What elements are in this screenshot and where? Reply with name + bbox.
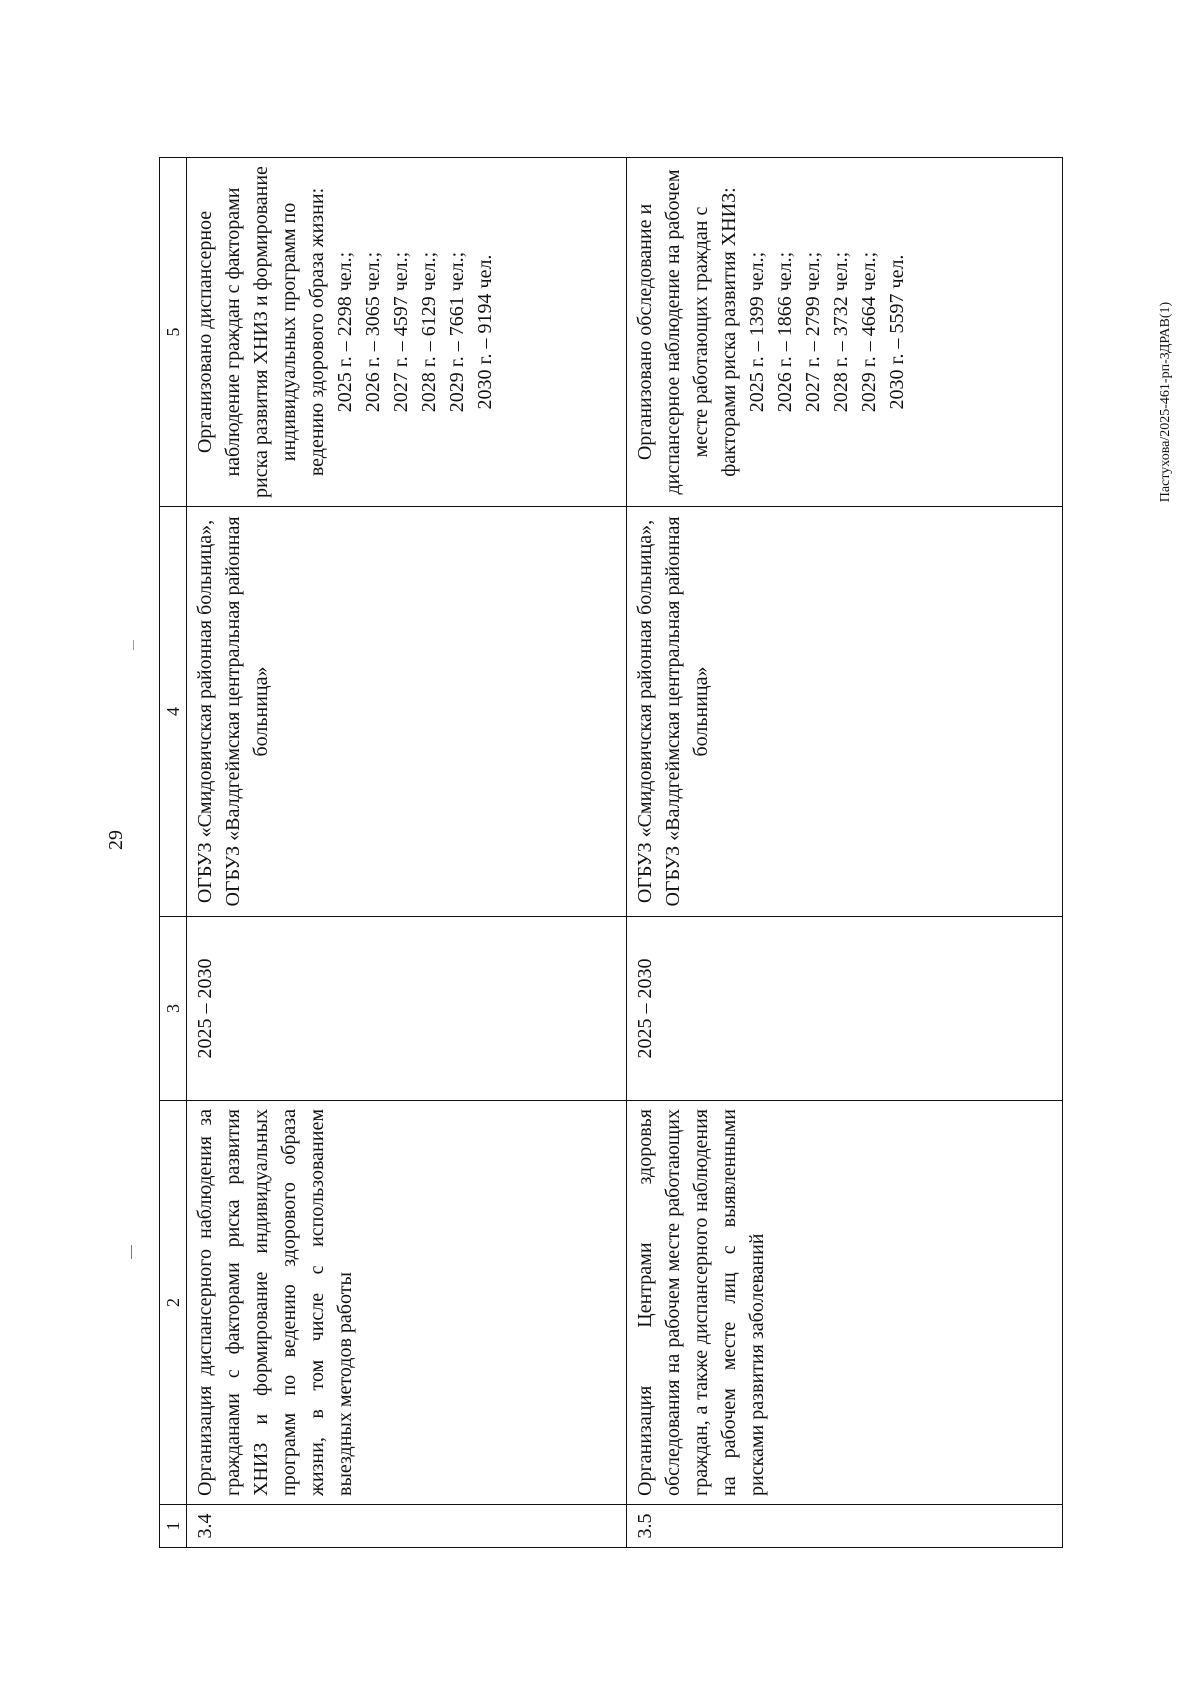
result-line: 2029 г. – 4664 чел.; [858, 251, 881, 413]
result-line: 2027 г. – 2799 чел.; [802, 251, 825, 413]
table-row [627, 158, 1063, 1548]
result-line: 2030 г. – 9194 чел. [474, 254, 496, 410]
result-line: 2028 г. – 3732 чел.; [830, 251, 853, 413]
column-header-5: 5 [160, 158, 187, 507]
executor-cell: ОГБУЗ «Смидовичская районная больница», ОГБУЗ «Валдгеймская центральная районная больница» [627, 507, 1063, 917]
column-header-1: 1 [160, 1505, 187, 1548]
scan-mark [131, 1245, 132, 1259]
header-row [160, 158, 187, 1548]
result-line: 2027 г. – 4597 чел.; [390, 251, 412, 413]
column-header-4: 4 [160, 507, 187, 917]
column-header-3: 3 [160, 917, 187, 1101]
period-cell: 2025 – 2030 [187, 917, 627, 1101]
row-number-cell: 3.5 [627, 1505, 1063, 1548]
row-number-cell: 3.4 [187, 1505, 627, 1548]
page-number: 29 [105, 830, 127, 850]
result-intro: Организовано обследование и диспансерное наблюдение на рабочем месте работающих граждан с факторами риска развития ХНИЗ: [634, 169, 741, 495]
result-line: 2030 г. – 5597 чел. [886, 254, 909, 410]
executor-cell: ОГБУЗ «Смидовичская районная больница», ОГБУЗ «Валдгеймская центральная районная больница» [187, 507, 627, 917]
result-line: 2025 г. – 2298 чел.; [334, 251, 356, 413]
table-row [187, 158, 627, 1548]
activity-cell: Организация Центрами здоровья обследования на рабочем месте работающих граждан, а также диспансерного наблюдения на рабочем месте лиц с выявленными рисками развития заболеваний [627, 1101, 1063, 1505]
activity-cell: Организация диспансерного наблюдения за гражданами с факторами риска развития ХНИЗ и формирование индивидуальных программ по ведению здорового образа жизни, в том числе с использованием выездных методов работы [187, 1101, 627, 1505]
result-line: 2029 г. – 7661 чел.; [446, 251, 468, 413]
result-cell [187, 158, 627, 507]
scan-mark [133, 640, 134, 650]
period-cell: 2025 – 2030 [627, 917, 1063, 1101]
result-line: 2026 г. – 3065 чел.; [362, 251, 384, 413]
column-header-2: 2 [160, 1101, 187, 1505]
document-footer-code: Пастухова/2025-461-рп-ЗДРАВ(1) [1158, 301, 1173, 503]
rotated-table-container [159, 158, 1063, 1548]
table-rotor [159, 158, 1063, 1548]
result-line: 2028 г. – 6129 чел.; [418, 251, 440, 413]
result-intro: Организовано диспансерное наблюдение граждан с факторами риска развития ХНИЗ и формирование индивидуальных программ по ведению здорового образа жизни: [194, 166, 328, 498]
result-line: 2026 г. – 1866 чел.; [774, 251, 797, 413]
result-line: 2025 г. – 1399 чел.; [746, 251, 769, 413]
measures-table [159, 157, 1063, 1548]
result-cell [627, 158, 1063, 507]
